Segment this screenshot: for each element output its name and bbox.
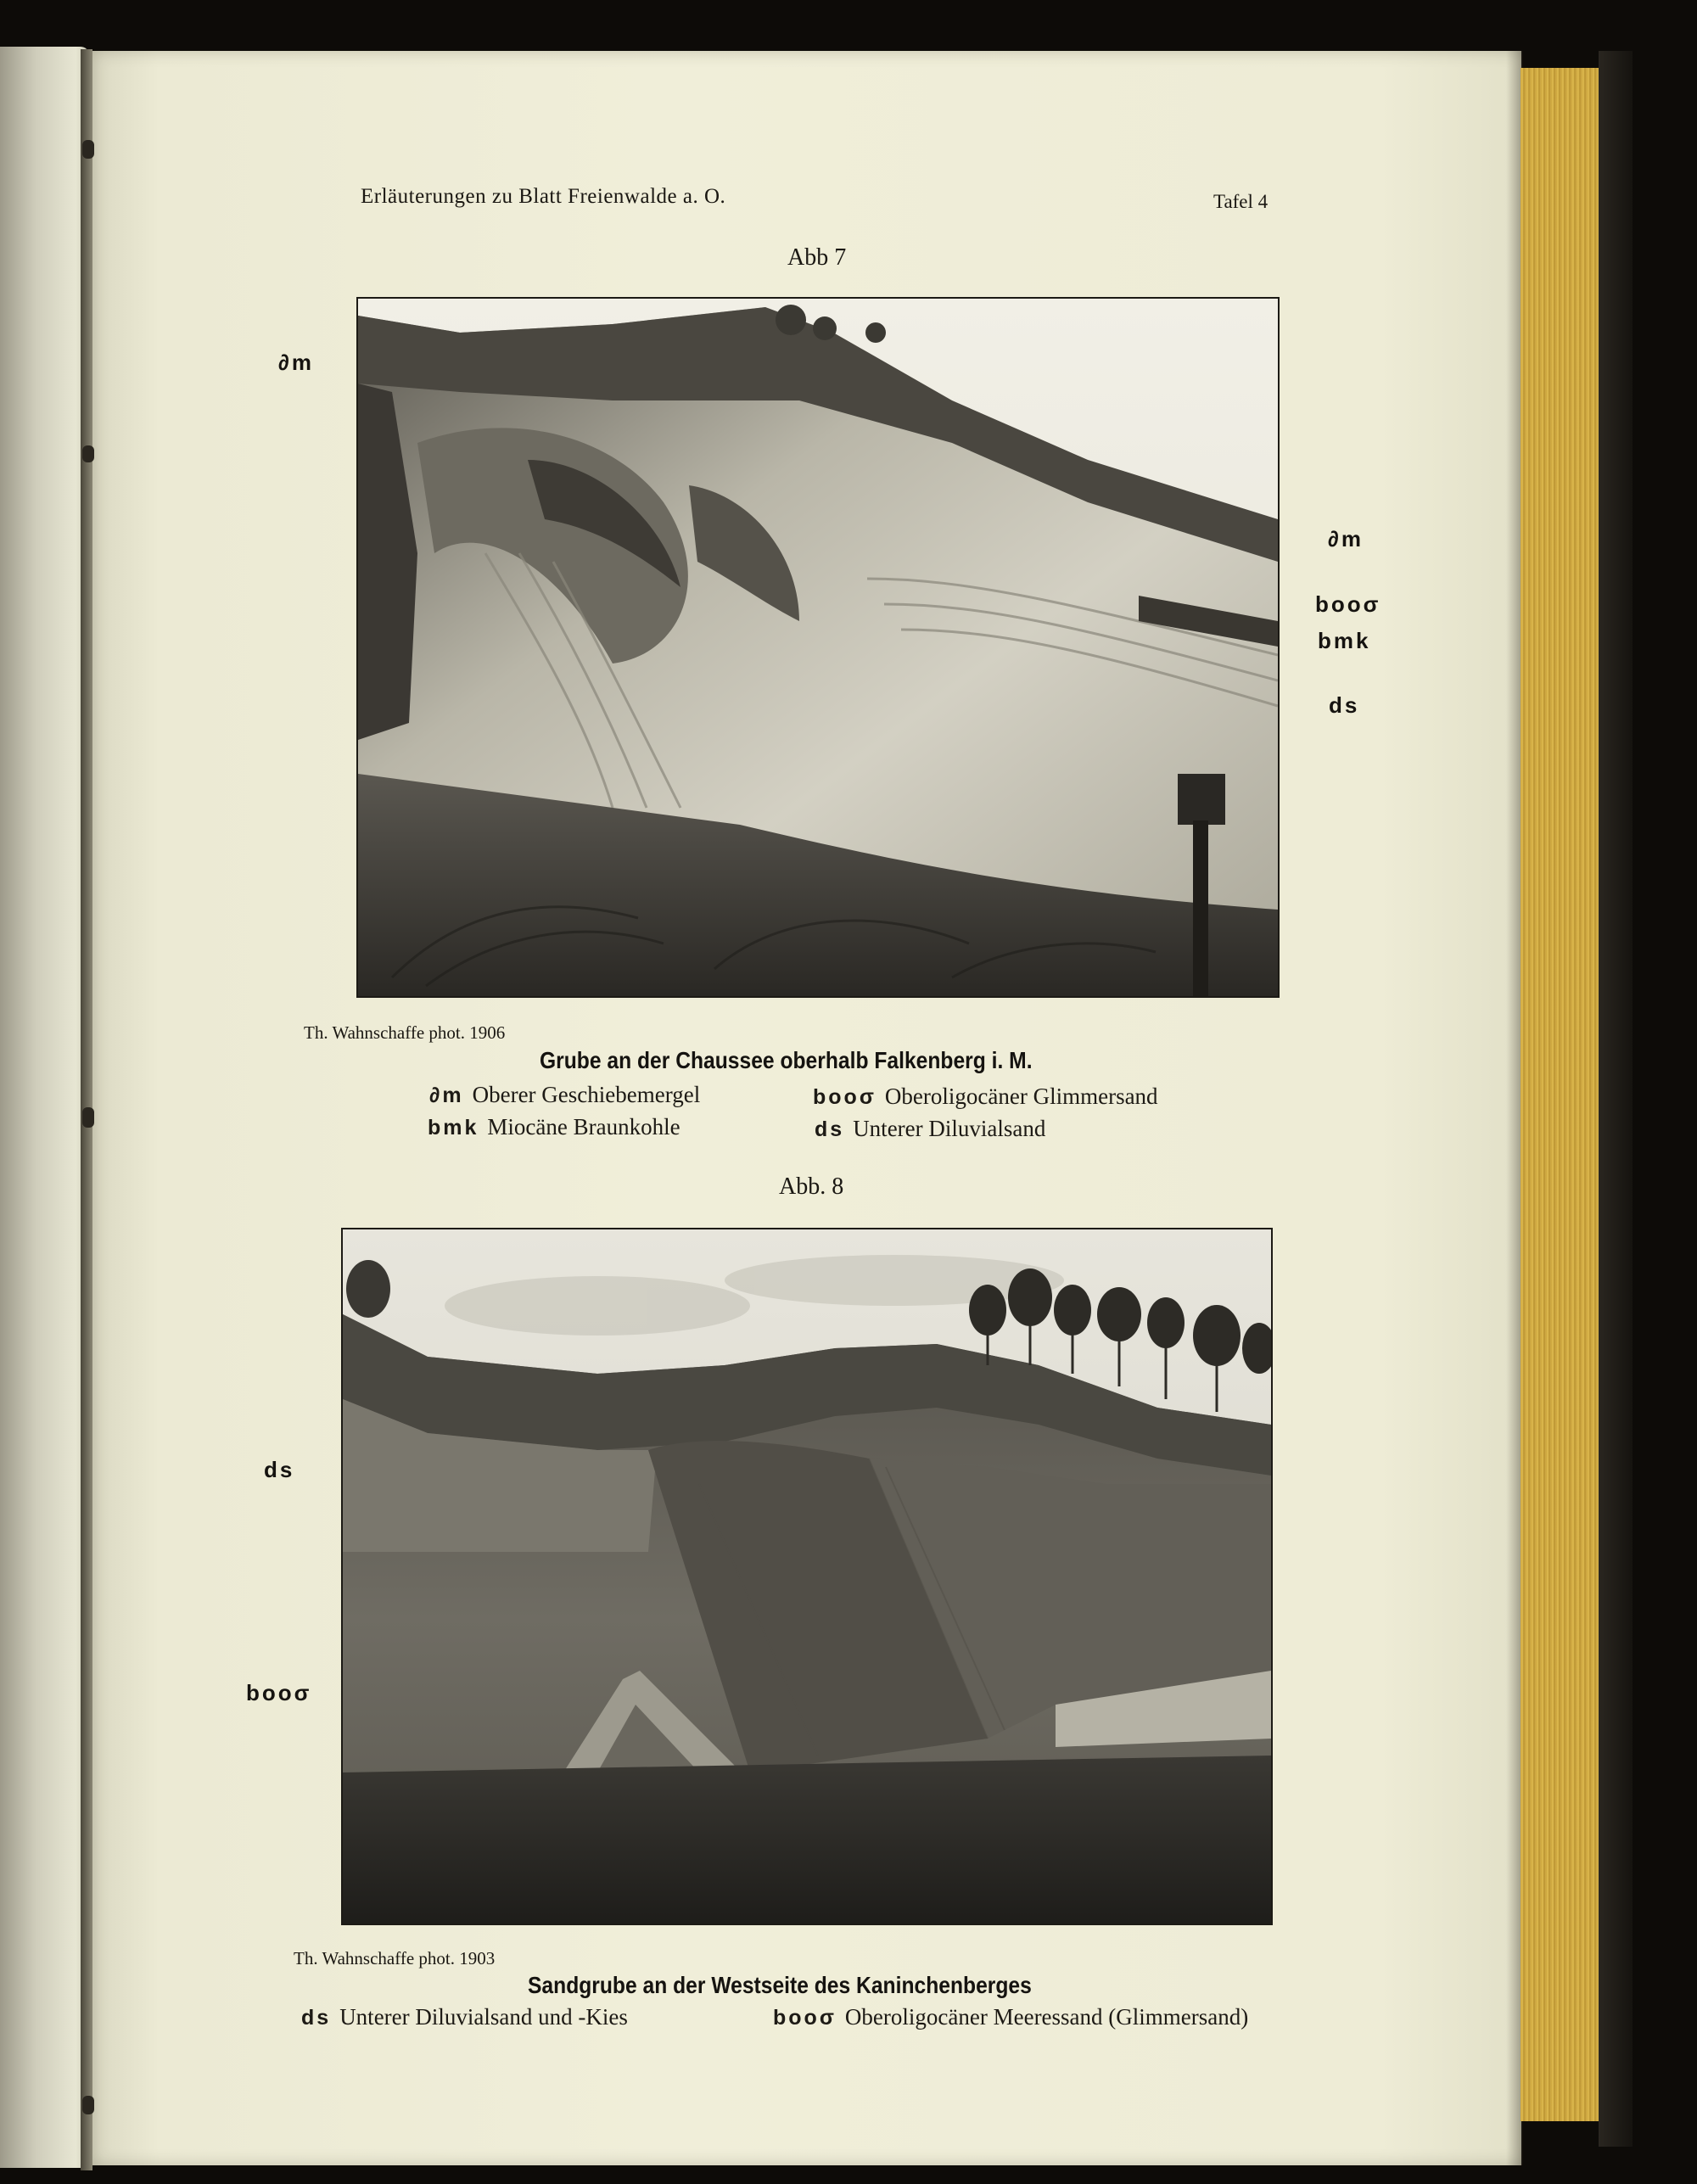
legend-text: Oberer Geschiebemergel — [472, 1082, 701, 1107]
figure-7-photo-credit: Th. Wahnschaffe phot. 1906 — [304, 1022, 506, 1043]
figure-7-caption: Grube an der Chaussee oberhalb Falkenberg i. M. — [540, 1047, 1033, 1073]
figure-8-label-ds: ds — [264, 1457, 295, 1482]
legend-code: booσ — [773, 2006, 837, 2030]
binding-mark — [82, 2096, 94, 2114]
book-cover-edge — [1599, 51, 1633, 2147]
figure-8-caption: Sandgrube an der Westseite des Kaninchenberges — [528, 1972, 1032, 1998]
figure-7-title: Abb 7 — [787, 244, 847, 271]
legend-code: ∂m — [429, 1084, 464, 1107]
running-header: Erläuterungen zu Blatt Freienwalde a. O. — [361, 185, 726, 208]
legend-code: ds — [301, 2006, 332, 2030]
legend-text: Unterer Diluvialsand und -Kies — [339, 2004, 628, 2030]
figure-7-label-bmk: bmk — [1318, 628, 1371, 653]
figure-7-photograph — [356, 297, 1280, 998]
plate-number: Tafel 4 — [1213, 191, 1269, 212]
figure-7-legend-item — [813, 1084, 1158, 1110]
legend-code: bmk — [428, 1116, 479, 1140]
legend-code: booσ — [813, 1085, 877, 1109]
figure-7-label-dm: ∂m — [1328, 526, 1364, 552]
figure-8-photo-credit: Th. Wahnschaffe phot. 1903 — [294, 1948, 496, 1968]
figure-7-legend-item — [429, 1082, 700, 1108]
binding-mark — [82, 1107, 94, 1128]
figure-8-title: Abb. 8 — [779, 1173, 844, 1200]
legend-text: Oberoligocäner Meeressand (Glimmersand) — [844, 2004, 1249, 2030]
figure-8-legend-item — [301, 2004, 628, 2030]
legend-text: Unterer Diluvialsand — [853, 1116, 1046, 1141]
left-page-edge — [0, 47, 89, 2168]
figure-7-legend-item — [428, 1114, 680, 1140]
legend-text: Miocäne Braunkohle — [487, 1114, 680, 1140]
legend-text: Oberoligocäner Glimmersand — [884, 1084, 1158, 1109]
binding-mark — [82, 140, 94, 159]
figure-8-photograph — [341, 1228, 1273, 1925]
figure-7-legend-item — [815, 1116, 1045, 1142]
figure-7-label-boo: booσ — [1315, 591, 1381, 617]
figure-7-label-ds: ds — [1329, 692, 1360, 718]
figure-8-label-boo: booσ — [246, 1680, 312, 1705]
binding-mark — [82, 445, 94, 462]
legend-code: ds — [815, 1117, 845, 1141]
figure-7-label-left-dm: ∂m — [278, 350, 314, 375]
figure-8-legend-item — [773, 2004, 1248, 2030]
gilt-page-edges — [1521, 68, 1599, 2121]
